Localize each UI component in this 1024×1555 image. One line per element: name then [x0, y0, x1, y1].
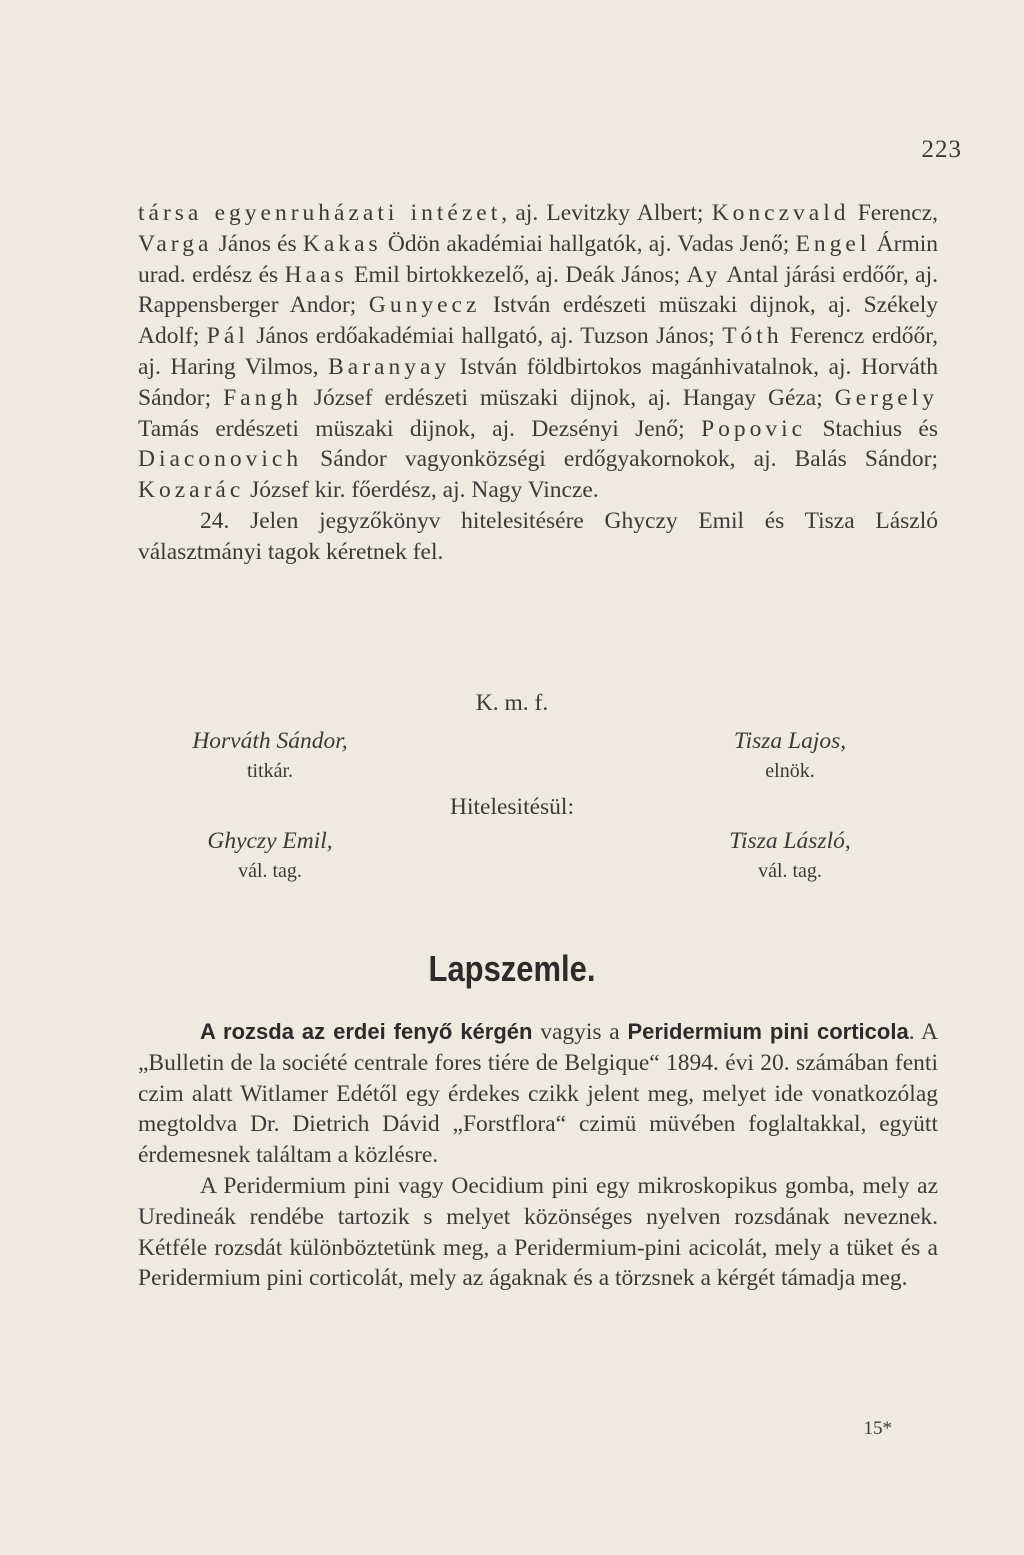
text-segment: István erdészeti müszaki dijnok, aj. Székely Adolf; [138, 292, 938, 350]
kmf-closing: K. m. f. [475, 690, 549, 716]
text-segment: Tóth [722, 323, 783, 350]
signature-member-2 [690, 826, 890, 886]
text-segment: Gunyecz [368, 292, 481, 319]
witness-heading: Hitelesitésül: [449, 794, 574, 820]
text-segment: Varga [138, 230, 213, 257]
text-segment: Tamás erdészeti müszaki dijnok, aj. Dezsényi Jenő; [138, 415, 702, 442]
text-segment: János erdőakadémiai hallgató, aj. Tuzson János; [248, 323, 723, 350]
page-number: 223 [921, 136, 962, 163]
paragraph-members-list [138, 198, 938, 506]
minutes-text [138, 198, 938, 568]
signature-president [690, 726, 890, 786]
text-segment: Haas [284, 261, 348, 288]
text-segment: Baranyay [328, 353, 451, 380]
secretary-role: titkár. [246, 760, 294, 782]
member2-name: Tisza László, [729, 828, 851, 854]
text-segment: Sándor vagyonközségi erdőgyakornokok, aj. Balás Sándor; [302, 446, 938, 473]
text-segment: Ödön akadémiai hallgatók, aj. Vadas Jenő; [381, 230, 796, 257]
text-segment: Ferencz, [849, 200, 938, 226]
text-segment: vagyis a [532, 1019, 628, 1045]
text-segment: Emil birtokkezelő, aj. Deák János; [347, 261, 687, 288]
text-segment: , aj. Levitzky Albert; [501, 200, 712, 226]
member1-role: vál. tag. [238, 860, 302, 882]
article-text [138, 1017, 938, 1294]
text-segment: A rozsda az erdei fenyő kérgén [200, 1019, 533, 1044]
signature-mark: 15* [863, 1418, 892, 1439]
member1-name: Ghyczy Emil, [207, 828, 333, 854]
text-segment: István földbirtokos magánhivatalnok, aj. Horváth Sándor; [138, 353, 938, 411]
signature-member-1 [170, 826, 370, 886]
text-segment: Antal járási erdőőr, aj. Rappensberger Andor; [138, 261, 939, 319]
text-segment: Stachius és [806, 415, 938, 442]
article-paragraph-1 [138, 1017, 938, 1171]
text-segment: Gergely [834, 384, 938, 411]
signature-secretary [170, 726, 370, 786]
text-segment: Pál [206, 323, 249, 350]
text-segment: József kir. főerdész, aj. Nagy Vincze. [244, 477, 599, 504]
text-segment: . A „Bulletin de la société centrale fores tiére de Belgique“ 1894. évi 20. számában fenti czim alatt Witlamer Edétől egy érdekes czikk jelent meg, melyet ide vonatkozólag megtoldva Dr. Dietrich Dávid „Forstflora“ czimü müvében foglaltakkal, együtt érdemesnek találtam a közlésre. [138, 1019, 938, 1169]
text-segment: János és [212, 230, 303, 257]
president-role: elnök. [765, 760, 815, 782]
secretary-name: Horváth Sándor, [192, 728, 348, 754]
article-paragraph-2: A Peridermium pini vagy Oecidium pini egy mikroskopikus gomba, mely az Uredineák rendébe tartozik s melyet közönséges nyelven rozsdának neveznek. Kétféle rozsdát különböztetünk meg, a Peridermium-pini acicolát, mely a tüket és a Peridermium pini corticolát, mely az ágaknak és a törzsnek a kérgét támadja meg. [138, 1172, 938, 1292]
text-segment: Diaconovich [138, 446, 303, 473]
text-segment: Peridermium pini corticola [627, 1019, 909, 1044]
text-segment: Kozarác [138, 477, 245, 504]
member2-role: vál. tag. [758, 860, 822, 882]
text-segment: társa egyenruházati intézet [138, 200, 502, 226]
text-segment: Ármin urad. erdész és [138, 230, 939, 288]
text-segment: Konczvald [711, 200, 850, 226]
text-segment: Fangh [223, 384, 302, 411]
paragraph-authentication: 24. Jelen jegyzőkönyv hitelesitésére Ghyczy Emil és Tisza László választmányi tagok kéretnek fel. [138, 507, 938, 565]
text-segment: Kakas [302, 230, 382, 257]
text-segment: Engel [795, 230, 871, 257]
text-segment: Popovic [701, 415, 807, 442]
text-segment: Ferencz erdőőr, aj. Haring Vilmos, [138, 323, 939, 380]
section-title: Lapszemle. [428, 948, 596, 989]
text-segment: József erdészeti müszaki dijnok, aj. Hangay Géza; [301, 384, 835, 411]
text-segment: Ay [686, 261, 722, 288]
president-name: Tisza Lajos, [733, 728, 847, 754]
